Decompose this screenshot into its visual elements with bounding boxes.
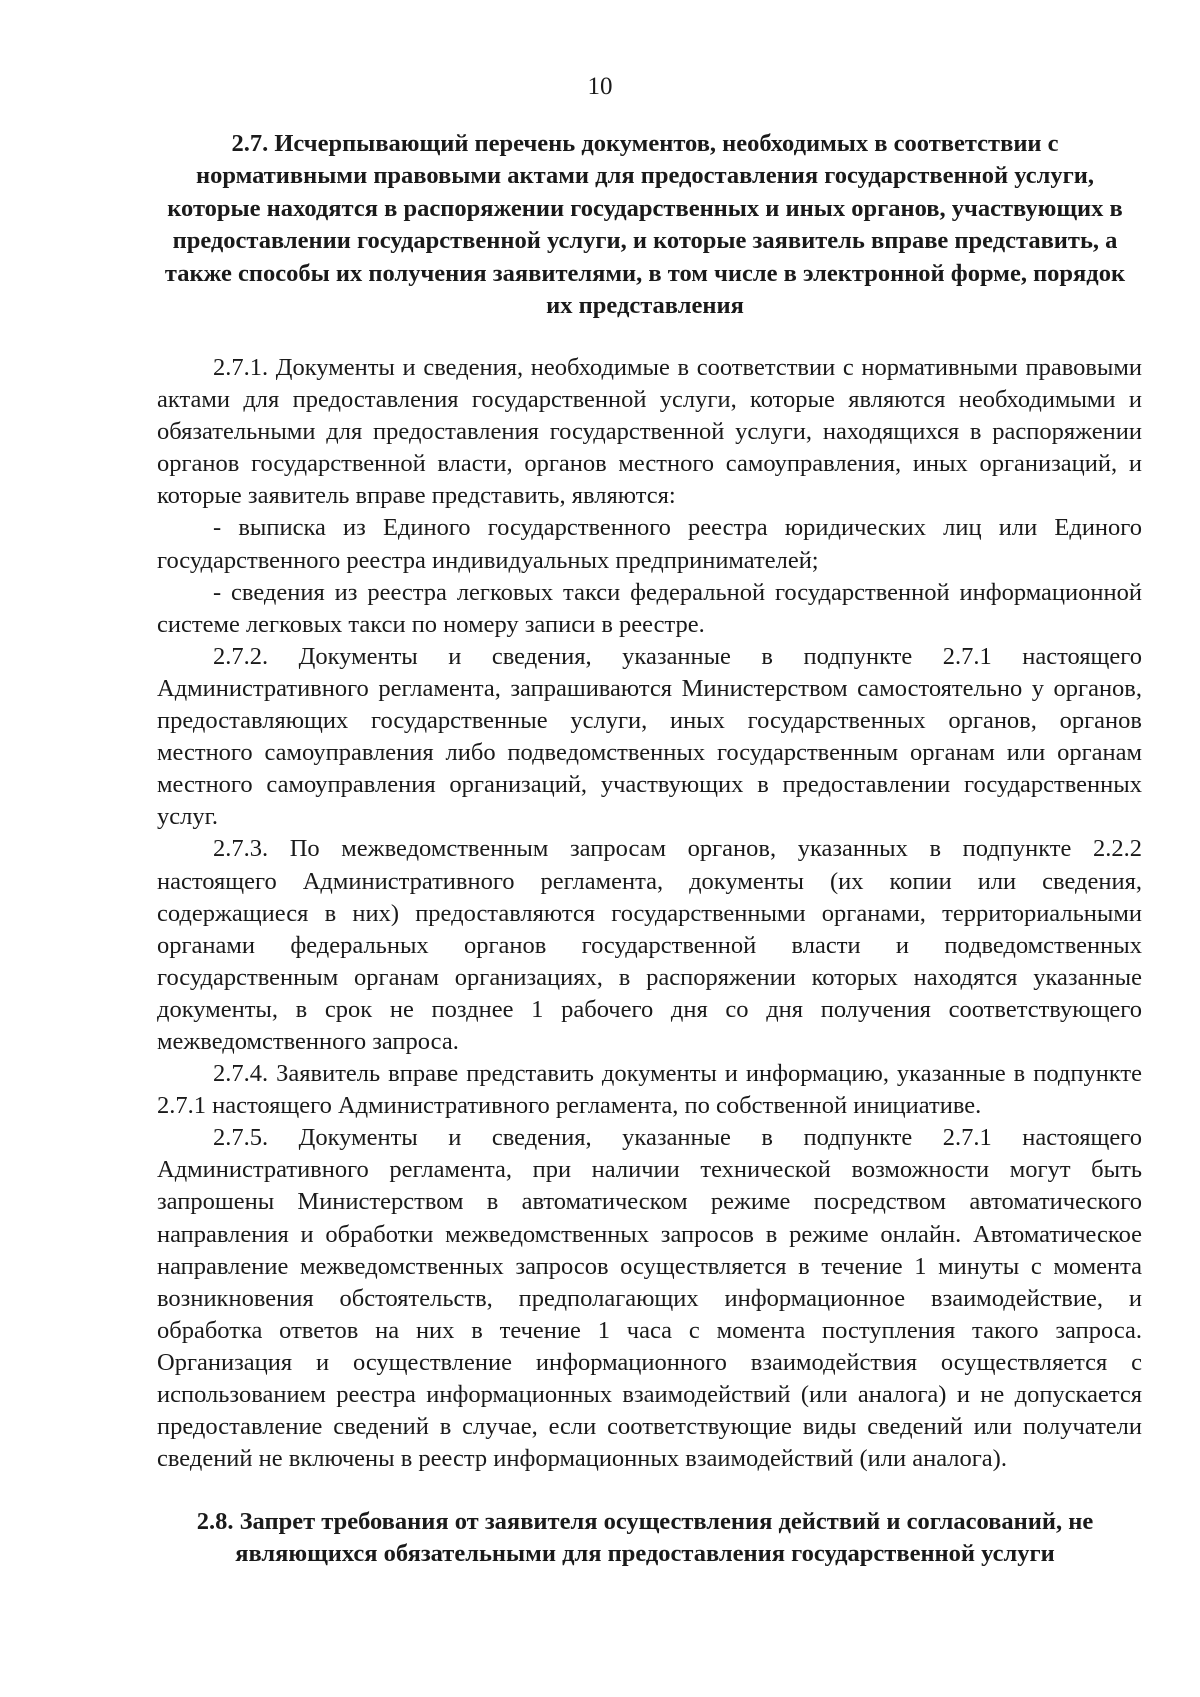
list-item-taxi-registry: - сведения из реестра легковых такси федеральной государственной информационной системе легковых такси по номеру записи в реестре.	[157, 578, 1142, 638]
section-2-7-heading: 2.7. Исчерпывающий перечень документов, необходимых в соответствии с нормативными правовыми актами для предоставления государственной услуги, которые находятся в распоряжении государственных и иных органов, участвующих в предоставлении государственной услуги, и которые заявитель вправе представить, а также способы их получения заявителями, в том числе в электронной форме, порядок их представления	[164, 130, 1126, 320]
paragraph-2-7-5: 2.7.5. Документы и сведения, указанные в подпункте 2.7.1 настоящего Административного регламента, при наличии технической возможности могут быть запрошены Министерством в автоматическом режиме посредством автоматического направления и обработки межведомственных запросов в режиме онлайн. Автоматическое направление межведомственных запросов осуществляется в течение 1 минуты с момента возникновения обстоятельств, предполагающих информационное взаимодействие, и обработка ответов на них в течение 1 часа с момента поступления такого запроса. Организация и осуществление информационного взаимодействия осуществляется с использованием реестра информационных взаимодействий (или аналога) и не допускается предоставление сведений в случае, если соответствующие виды сведений или получатели сведений не включены в реестр информационных взаимодействий (или аналога).	[157, 1124, 1142, 1473]
section-2-8-heading: 2.8. Запрет требования от заявителя осуществления действий и согласований, не являющихся обязательными для предоставления государственной услуги	[196, 1508, 1094, 1568]
list-item-egrul-extract: - выписка из Единого государственного реестра юридических лиц или Единого государственного реестра индивидуальных предпринимателей;	[157, 514, 1142, 574]
paragraph-2-7-2: 2.7.2. Документы и сведения, указанные в подпункте 2.7.1 настоящего Административного регламента, запрашиваются Министерством самостоятельно у органов, предоставляющих государственные услуги, иных государственных органов, органов местного самоуправления либо подведомственных государственным органам или органам местного самоуправления организаций, участвующих в предоставлении государственных услуг.	[157, 642, 1142, 831]
page-number: 10	[587, 73, 613, 100]
paragraph-2-7-1: 2.7.1. Документы и сведения, необходимые в соответствии с нормативными правовыми актами для предоставления государственной услуги, которые являются необходимыми и обязательными для предоставления государственной услуги, находящихся в распоряжении органов государственной власти, органов местного самоуправления, иных организаций, и которые заявитель вправе представить, являются:	[157, 354, 1142, 510]
paragraph-2-7-3: 2.7.3. По межведомственным запросам органов, указанных в подпункте 2.2.2 настоящего Административного регламента, документы (их копии или сведения, содержащиеся в них) предоставляются государственными органами, территориальными органами федеральных органов государственной власти и подведомственных государственным органам организациях, в распоряжении которых находятся указанные документы, в срок не позднее 1 рабочего дня со дня получения соответствующего межведомственного запроса.	[157, 835, 1142, 1055]
section-2-7-body	[157, 352, 1142, 1475]
paragraph-2-7-4: 2.7.4. Заявитель вправе представить документы и информацию, указанные в подпункте 2.7.1 настоящего Административного регламента, по собственной инициативе.	[157, 1060, 1142, 1120]
